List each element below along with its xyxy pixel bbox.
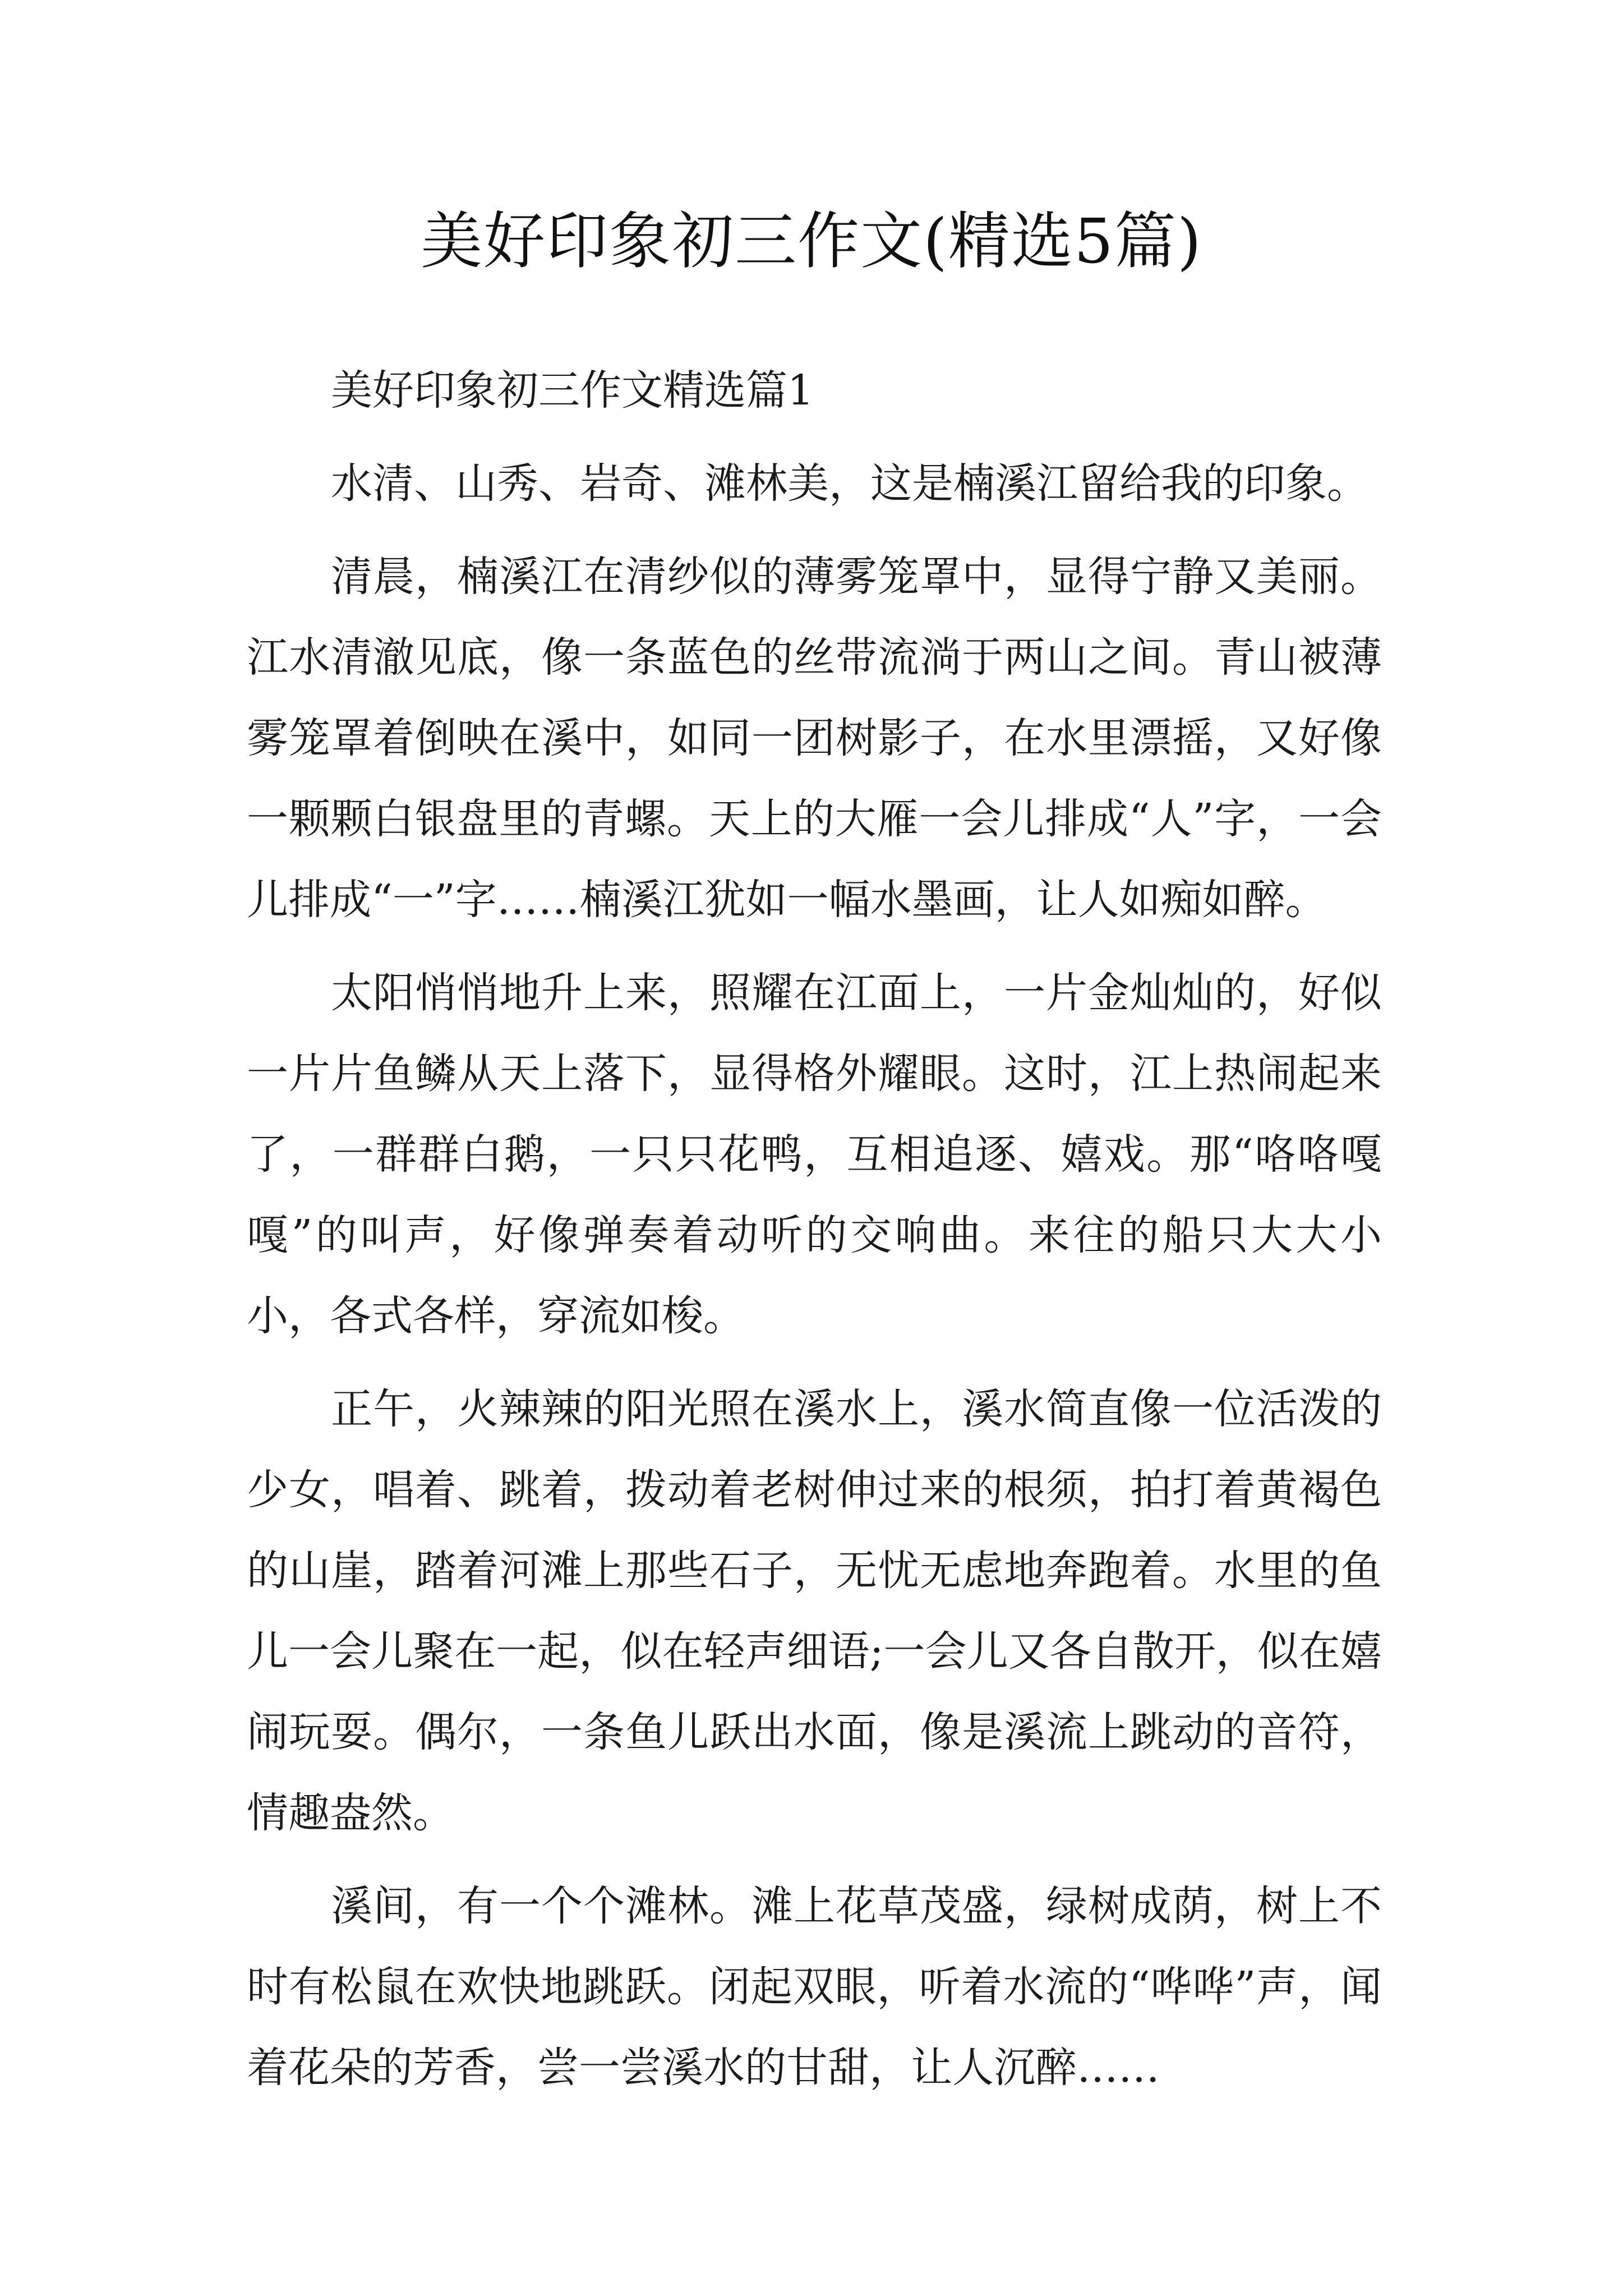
paragraph: 水清、山秀、岩奇、滩林美，这是楠溪江留给我的印象。 xyxy=(331,459,1368,508)
section-heading: 美好印象初三作文精选篇1 xyxy=(331,366,814,415)
document-title: 美好印象初三作文(精选5篇) xyxy=(421,205,1202,277)
document-body xyxy=(247,350,1382,2120)
paragraph: 溪间，有一个个滩林。滩上花草茂盛，绿树成荫，树上不时有松鼠在欢快地跳跃。闭起双眼，听着水流的“哗哗”声，闻着花朵的芳香，尝一尝溪水的甘甜，让人沉醉…… xyxy=(247,1882,1382,2092)
paragraph: 正午，火辣辣的阳光照在溪水上，溪水简直像一位活泼的少女，唱着、跳着，拨动着老树伸过来的根须，拍打着黄褐色的山崖，踏着河滩上那些石子，无忧无虑地奔跑着。水里的鱼儿一会儿聚在一起，似在轻声细语;一会儿又各自散开，似在嬉闹玩耍。偶尔，一条鱼儿跃出水面，像是溪流上跳动的音符，情趣盎然。 xyxy=(247,1385,1382,1837)
paragraph: 太阳悄悄地升上来，照耀在江面上，一片金灿灿的，好似一片片鱼鳞从天上落下，显得格外耀眼。这时，江上热闹起来了，一群群白鹅，一只只花鸭，互相追逐、嬉戏。那“咯咯嘎嘎”的叫声，好像弹奏着动听的交响曲。来往的船只大大小小，各式各样，穿流如梭。 xyxy=(247,969,1382,1340)
paragraph: 清晨，楠溪江在清纱似的薄雾笼罩中，显得宁静又美丽。江水清澈见底，像一条蓝色的丝带流淌于两山之间。青山被薄雾笼罩着倒映在溪中，如同一团树影子，在水里漂摇，又好像一颗颗白银盘里的青螺。天上的大雁一会儿排成“人”字，一会儿排成“一”字……楠溪江犹如一幅水墨画，让人如痴如醉。 xyxy=(247,553,1382,924)
